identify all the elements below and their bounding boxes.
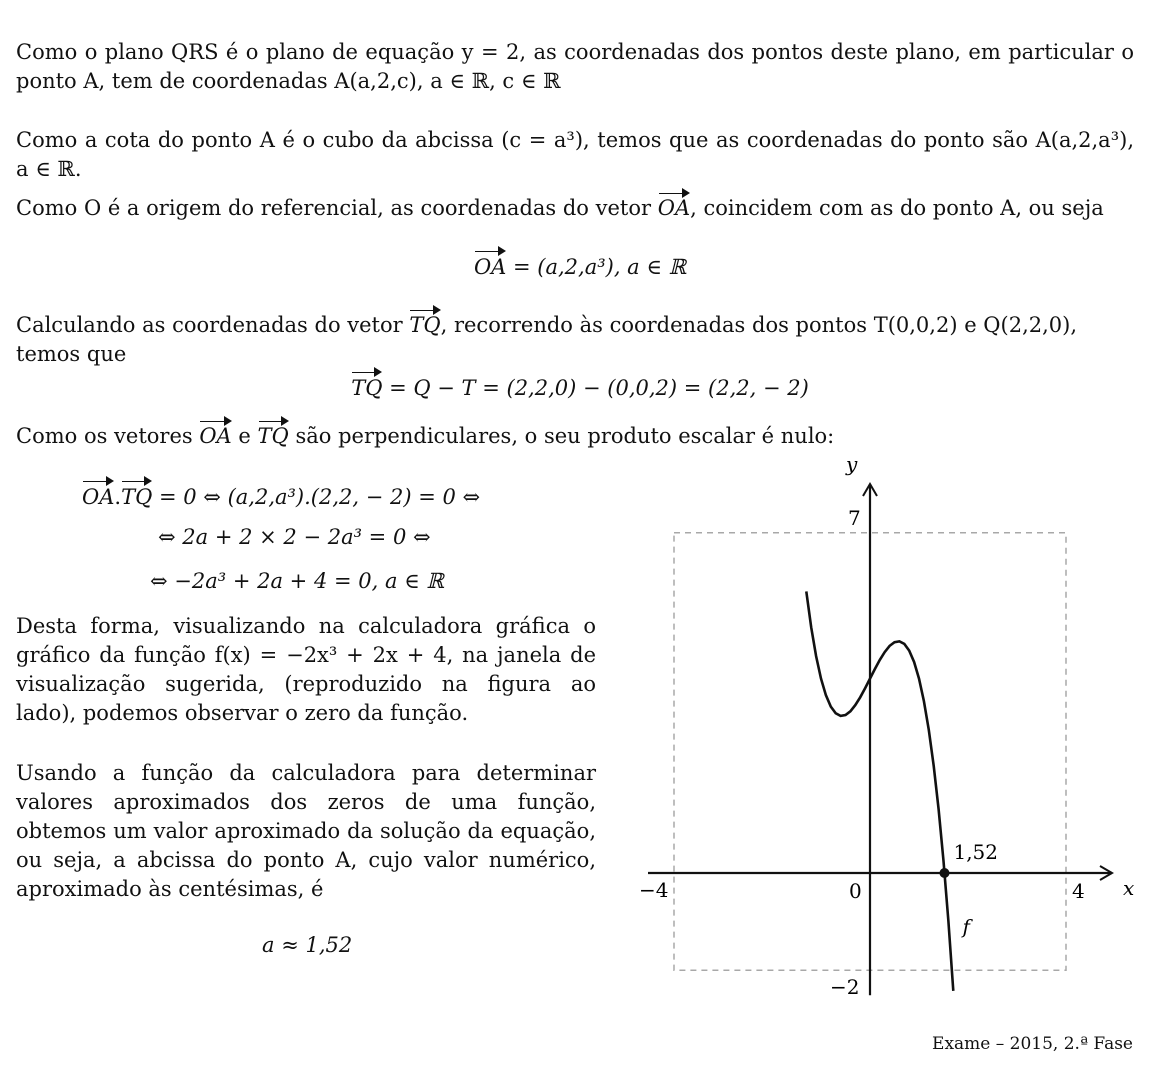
series-f-curve (806, 591, 953, 991)
footer-source: Exame – 2015, 2.ª Fase (932, 1034, 1133, 1054)
dot-product-line-2: ⇔ 2a + 2 × 2 − 2a³ = 0 ⇔ (158, 525, 431, 549)
paragraph-tq (16, 307, 1136, 369)
text-fragment: e (238, 424, 251, 448)
text-fragment: , coincidem com as do ponto A, ou seja (690, 196, 1104, 220)
vector-oa: OA (199, 418, 231, 451)
curve-label: f (962, 914, 970, 939)
vector-oa: OA (82, 478, 114, 512)
x-tick-label: 0 (849, 879, 862, 903)
vector-tq: TQ (409, 307, 440, 340)
text-fragment: são perpendiculares, o seu produto escalar é nulo: (295, 424, 835, 448)
equation-rhs: = 0 ⇔ (a,2,a³).(2,2, − 2) = 0 ⇔ (152, 485, 481, 509)
equation-tq (0, 369, 1160, 403)
result-equation: a ≈ 1,52 (262, 933, 353, 957)
vector-oa: OA (658, 190, 690, 223)
dot-separator: . (114, 485, 122, 509)
vector-tq: TQ (351, 369, 382, 403)
x-tick-label: −4 (639, 878, 669, 902)
dot-product-line-1 (82, 478, 480, 512)
paragraph-cota: Como a cota do ponto A é o cubo da abcissa (c = a³), temos que as coordenadas do ponto são A(a,2,a³), a ∈ ℝ. (16, 128, 1134, 181)
paragraph-plane: Como o plano QRS é o plano de equação y = 2, as coordenadas dos pontos deste plano, em particular o ponto A, tem de coordenadas A(a,2,c), a ∈ ℝ, c ∈ ℝ (16, 40, 1134, 93)
text-fragment: Calculando as coordenadas do vetor (16, 313, 403, 337)
y-tick-label: 7 (848, 505, 861, 530)
paragraph-calculator: Desta forma, visualizando na calculadora gráfica o gráfico da função f(x) = −2x³ + 2x + 4, na janela de visualização sugerida, (reproduzido na figura ao lado), podemos observar o zero da função. (16, 614, 596, 725)
function-graph (620, 450, 1160, 1020)
equation-rhs: = Q − T = (2,2,0) − (0,0,2) = (2,2, − 2) (382, 376, 809, 400)
x-tick-label: 4 (1072, 879, 1085, 903)
vector-tq: TQ (121, 478, 152, 512)
zero-point (939, 868, 949, 878)
x-axis-label: x (1123, 876, 1135, 900)
paragraph-zeros: Usando a função da calculadora para determinar valores aproximados dos zeros de uma função, obtemos um valor aproximado da solução da equação, ou seja, a abcissa do ponto A, cujo valor numérico, aproximado às centésimas, é (16, 761, 596, 901)
text-fragment: Como os vetores (16, 424, 193, 448)
zero-label: 1,52 (953, 840, 999, 864)
vector-oa: OA (474, 248, 506, 282)
vector-tq: TQ (258, 418, 289, 451)
equation-rhs: = (a,2,a³), a ∈ ℝ (506, 255, 687, 279)
paragraph-perpendicular (16, 418, 1136, 451)
text-fragment: , recorrendo às coordenadas dos pontos T(0,0,2) e Q(2,2,0), temos que (16, 313, 1078, 366)
y-tick-label: −2 (830, 975, 860, 1000)
y-axis-label: y (846, 452, 858, 476)
text-fragment: Como O é a origem do referencial, as coordenadas do vetor (16, 196, 652, 220)
equation-oa (0, 248, 1160, 282)
dot-product-line-3: ⇔ −2a³ + 2a + 4 = 0, a ∈ ℝ (150, 569, 444, 593)
paragraph-origin (16, 190, 1146, 223)
